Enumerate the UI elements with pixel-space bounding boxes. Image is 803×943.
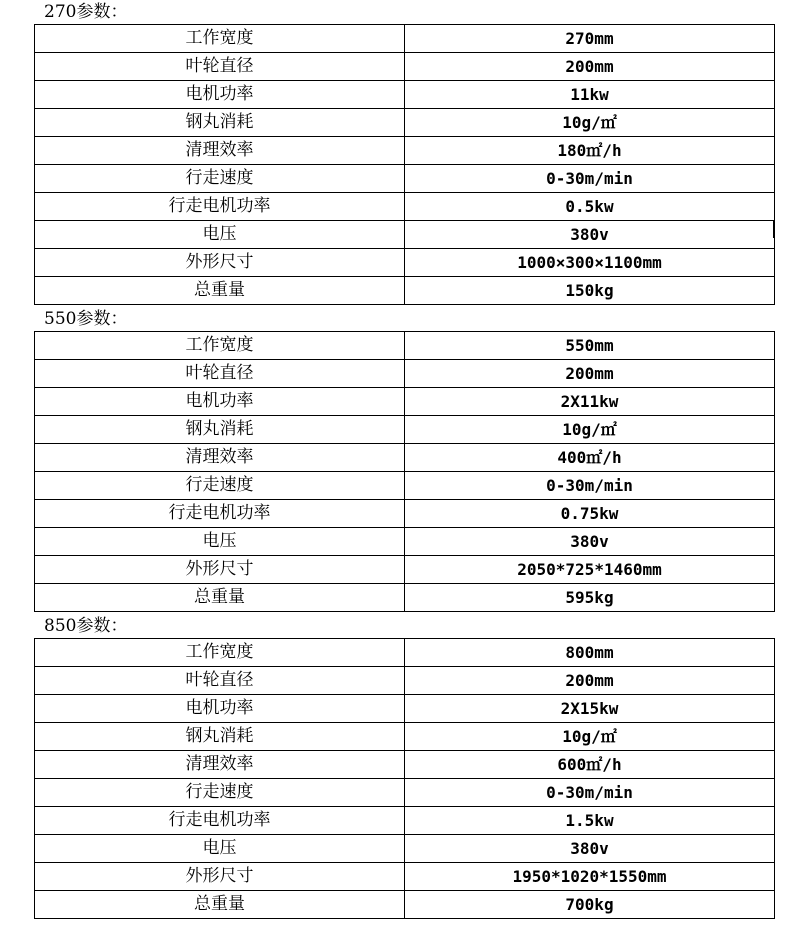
table-row xyxy=(35,639,775,667)
param-value: 200mm xyxy=(405,667,775,695)
param-label: 总重量 xyxy=(35,584,405,612)
param-label: 钢丸消耗 xyxy=(35,416,405,444)
param-label: 电压 xyxy=(35,835,405,863)
param-value: 2X11kw xyxy=(405,388,775,416)
param-label: 工作宽度 xyxy=(35,639,405,667)
param-label: 工作宽度 xyxy=(35,332,405,360)
param-value: 0-30m/min xyxy=(405,165,775,193)
param-label: 电机功率 xyxy=(35,388,405,416)
spec-table-550 xyxy=(34,331,775,612)
table-row xyxy=(35,891,775,919)
param-value: 10g/㎡ xyxy=(405,416,775,444)
param-value: 200mm xyxy=(405,53,775,81)
table-row xyxy=(35,81,775,109)
param-value: 380v xyxy=(405,221,775,249)
param-label: 钢丸消耗 xyxy=(35,723,405,751)
table-row xyxy=(35,25,775,53)
table-row xyxy=(35,249,775,277)
param-value: 0-30m/min xyxy=(405,472,775,500)
param-value: 0.75kw xyxy=(405,500,775,528)
param-value: 150kg xyxy=(405,277,775,305)
param-label: 行走速度 xyxy=(35,779,405,807)
param-value: 11kw xyxy=(405,81,775,109)
param-label: 清理效率 xyxy=(35,751,405,779)
text-cursor-mark xyxy=(773,221,775,238)
param-label: 电压 xyxy=(35,221,405,249)
table-row xyxy=(35,695,775,723)
table-row xyxy=(35,528,775,556)
param-value: 1000×300×1100mm xyxy=(405,249,775,277)
param-value: 380v xyxy=(405,835,775,863)
param-label: 电压 xyxy=(35,528,405,556)
param-label: 行走速度 xyxy=(35,165,405,193)
table-row xyxy=(35,53,775,81)
table-row xyxy=(35,863,775,891)
section-title-270: 270参数： xyxy=(44,2,128,22)
param-value: 2050*725*1460mm xyxy=(405,556,775,584)
param-value: 380v xyxy=(405,528,775,556)
table-row xyxy=(35,165,775,193)
table-row xyxy=(35,779,775,807)
param-value: 1.5kw xyxy=(405,807,775,835)
table-row xyxy=(35,751,775,779)
table-row xyxy=(35,193,775,221)
section-title-550: 550参数： xyxy=(44,309,128,329)
param-label: 总重量 xyxy=(35,891,405,919)
table-row xyxy=(35,835,775,863)
param-value: 270mm xyxy=(405,25,775,53)
param-label: 叶轮直径 xyxy=(35,53,405,81)
table-row xyxy=(35,667,775,695)
param-label: 外形尺寸 xyxy=(35,863,405,891)
table-row xyxy=(35,472,775,500)
param-value: 180㎡/h xyxy=(405,137,775,165)
param-label: 工作宽度 xyxy=(35,25,405,53)
table-row xyxy=(35,360,775,388)
table-row xyxy=(35,444,775,472)
param-label: 叶轮直径 xyxy=(35,667,405,695)
param-value: 800mm xyxy=(405,639,775,667)
param-value: 2X15kw xyxy=(405,695,775,723)
param-label: 外形尺寸 xyxy=(35,249,405,277)
param-label: 总重量 xyxy=(35,277,405,305)
table-row xyxy=(35,584,775,612)
table-row xyxy=(35,137,775,165)
param-label: 外形尺寸 xyxy=(35,556,405,584)
section-title-850: 850参数： xyxy=(44,616,128,636)
table-row xyxy=(35,416,775,444)
param-value: 0.5kw xyxy=(405,193,775,221)
spec-table-270 xyxy=(34,24,775,305)
param-label: 清理效率 xyxy=(35,137,405,165)
param-value: 700kg xyxy=(405,891,775,919)
table-row xyxy=(35,109,775,137)
table-row xyxy=(35,277,775,305)
param-value: 1950*1020*1550mm xyxy=(405,863,775,891)
param-value: 10g/㎡ xyxy=(405,723,775,751)
table-row xyxy=(35,388,775,416)
param-label: 行走电机功率 xyxy=(35,500,405,528)
param-label: 叶轮直径 xyxy=(35,360,405,388)
param-value: 200mm xyxy=(405,360,775,388)
param-value: 550mm xyxy=(405,332,775,360)
table-row xyxy=(35,723,775,751)
param-label: 钢丸消耗 xyxy=(35,109,405,137)
table-row xyxy=(35,500,775,528)
param-value: 595kg xyxy=(405,584,775,612)
param-label: 行走电机功率 xyxy=(35,807,405,835)
table-row xyxy=(35,556,775,584)
param-value: 0-30m/min xyxy=(405,779,775,807)
param-label: 行走电机功率 xyxy=(35,193,405,221)
table-row xyxy=(35,807,775,835)
param-label: 电机功率 xyxy=(35,81,405,109)
table-row xyxy=(35,332,775,360)
param-label: 电机功率 xyxy=(35,695,405,723)
spec-table-850 xyxy=(34,638,775,919)
param-value: 400㎡/h xyxy=(405,444,775,472)
param-label: 清理效率 xyxy=(35,444,405,472)
table-row xyxy=(35,221,775,249)
param-label: 行走速度 xyxy=(35,472,405,500)
param-value: 600㎡/h xyxy=(405,751,775,779)
param-value: 10g/㎡ xyxy=(405,109,775,137)
